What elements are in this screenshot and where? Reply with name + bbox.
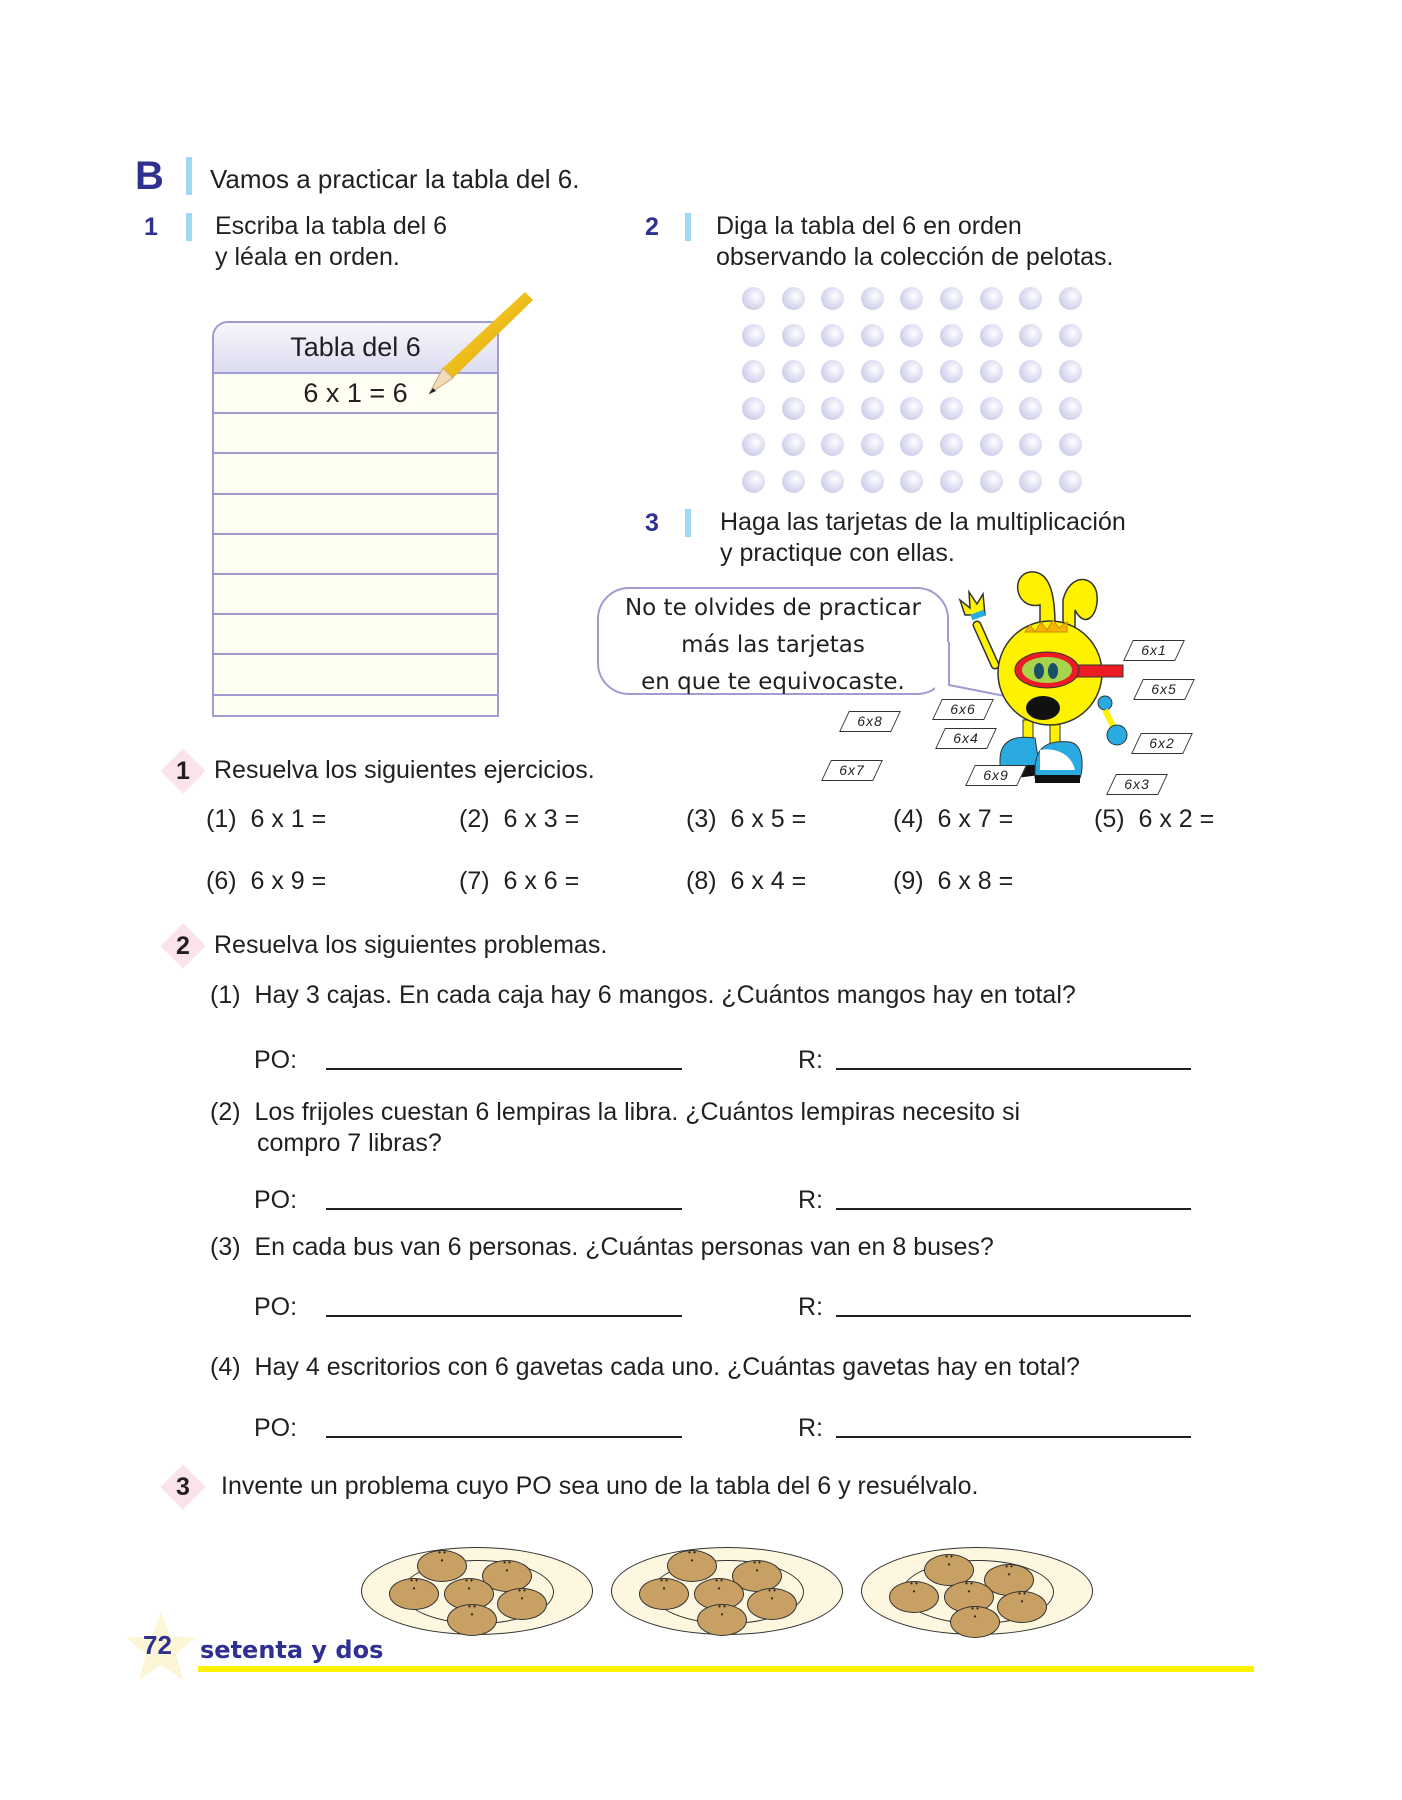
ball-icon: [861, 360, 884, 383]
ball-icon: [1059, 433, 1082, 456]
activity-2-text: [716, 211, 1114, 273]
ball-icon: [782, 324, 805, 347]
activity-3-line1: Haga las tarjetas de la multiplicación: [720, 508, 1126, 536]
r-answer-line[interactable]: [836, 1208, 1191, 1210]
flash-card: 6x8: [839, 711, 901, 732]
r-answer-line[interactable]: [836, 1436, 1191, 1438]
flash-card: 6x1: [1123, 640, 1185, 661]
table-title: Tabla del 6: [214, 323, 497, 374]
r-answer-line[interactable]: [836, 1315, 1191, 1317]
page-number: 72: [143, 1630, 172, 1660]
ball-icon: [782, 433, 805, 456]
table-row[interactable]: [214, 575, 497, 615]
problem-4: (4) Hay 4 escritorios con 6 gavetas cada uno. ¿Cuántas gavetas hay en total?: [210, 1353, 1080, 1381]
section-title: Vamos a practicar la tabla del 6.: [210, 164, 580, 194]
ball-icon: [900, 397, 923, 420]
ball-icon: [1019, 324, 1042, 347]
exercise-item: (2) 6 x 3 =: [459, 805, 580, 833]
ball-icon: [742, 470, 765, 493]
r-label: R:: [798, 1046, 823, 1074]
ball-icon: [861, 324, 884, 347]
ball-icon: [861, 433, 884, 456]
section-divider: [186, 157, 192, 195]
ball-icon: [742, 397, 765, 420]
page-number-words: setenta y dos: [200, 1636, 384, 1664]
ball-icon: [861, 287, 884, 310]
flash-card: 6x2: [1131, 733, 1193, 754]
ball-icon: [980, 433, 1003, 456]
ball-icon: [940, 324, 963, 347]
activity-3-text: [720, 507, 1126, 569]
r-answer-line[interactable]: [836, 1068, 1191, 1070]
ball-icon: [821, 360, 844, 383]
ball-icon: [940, 397, 963, 420]
ball-icon: [861, 397, 884, 420]
ball-icon: [1059, 324, 1082, 347]
po-label: PO:: [254, 1046, 298, 1074]
ball-icon: [1019, 470, 1042, 493]
ball-icon: [782, 470, 805, 493]
ball-icon: [821, 397, 844, 420]
flash-card: 6x5: [1133, 679, 1195, 700]
ball-icon: [980, 287, 1003, 310]
ball-icon: [782, 360, 805, 383]
activity-2-line1: Diga la tabla del 6 en orden: [716, 212, 1022, 240]
activity-3-divider: [685, 509, 691, 537]
exercise-2-number: 2: [176, 932, 190, 960]
pencil-icon: [415, 290, 535, 405]
activity-1-line1: Escriba la tabla del 6: [215, 212, 448, 240]
ball-icon: [742, 287, 765, 310]
activity-1-divider: [186, 213, 192, 241]
cookie-plate: [611, 1547, 843, 1635]
ball-icon: [980, 324, 1003, 347]
table-row[interactable]: [214, 495, 497, 535]
ball-icon: [742, 360, 765, 383]
ball-icon: [980, 470, 1003, 493]
activity-3-line2: y practique con ellas.: [720, 539, 955, 567]
exercise-item: (8) 6 x 4 =: [686, 867, 807, 895]
po-label: PO:: [254, 1186, 298, 1214]
r-label: R:: [798, 1186, 823, 1214]
problem-2: (2) Los frijoles cuestan 6 lempiras la libra. ¿Cuántos lempiras necesito si: [210, 1098, 1021, 1126]
activity-1-number: 1: [144, 213, 158, 241]
ball-icon: [821, 287, 844, 310]
ball-icon: [1059, 397, 1082, 420]
exercise-2-title: Resuelva los siguientes problemas.: [214, 931, 608, 959]
speech-bubble: [597, 587, 949, 695]
ball-icon: [940, 360, 963, 383]
po-answer-line[interactable]: [326, 1208, 682, 1210]
exercise-item: (9) 6 x 8 =: [893, 867, 1014, 895]
ball-icon: [742, 324, 765, 347]
section-letter: B: [135, 154, 164, 198]
ball-icon: [900, 324, 923, 347]
ball-icon: [940, 470, 963, 493]
table-row[interactable]: [214, 655, 497, 695]
ball-icon: [900, 470, 923, 493]
flash-card: 6x7: [821, 760, 883, 781]
balls-collection: [742, 287, 1082, 497]
table-row[interactable]: [214, 454, 497, 494]
ball-icon: [821, 433, 844, 456]
exercise-1-title: Resuelva los siguientes ejercicios.: [214, 756, 595, 784]
activity-2-line2: observando la colección de pelotas.: [716, 243, 1114, 271]
ball-icon: [980, 360, 1003, 383]
ball-icon: [861, 470, 884, 493]
ball-icon: [782, 287, 805, 310]
activity-1-line2: y léala en orden.: [215, 243, 400, 271]
exercise-item: (6) 6 x 9 =: [206, 867, 327, 895]
po-label: PO:: [254, 1293, 298, 1321]
exercise-item: (3) 6 x 5 =: [686, 805, 807, 833]
activity-3-number: 3: [645, 509, 659, 537]
table-row[interactable]: 6 x 1 = 6: [214, 374, 497, 414]
r-label: R:: [798, 1293, 823, 1321]
activity-2-number: 2: [645, 213, 659, 241]
ball-icon: [1059, 470, 1082, 493]
ball-icon: [1059, 360, 1082, 383]
bunny-character-icon: [955, 570, 1135, 785]
ball-icon: [900, 360, 923, 383]
table-row[interactable]: [214, 615, 497, 655]
exercise-item: (4) 6 x 7 =: [893, 805, 1014, 833]
po-answer-line[interactable]: [326, 1068, 682, 1070]
ball-icon: [1019, 397, 1042, 420]
cookie-plate: [861, 1547, 1093, 1635]
footer-accent-line: [198, 1666, 1254, 1672]
exercise-item: (5) 6 x 2 =: [1094, 805, 1215, 833]
exercise-3-title: Invente un problema cuyo PO sea uno de la tabla del 6 y resuélvalo.: [221, 1472, 979, 1500]
activity-1-text: [215, 211, 447, 273]
ball-icon: [900, 433, 923, 456]
ball-icon: [980, 397, 1003, 420]
exercise-3-number: 3: [176, 1473, 190, 1501]
bubble-line2: más las tarjetas: [681, 632, 865, 658]
ball-icon: [742, 433, 765, 456]
problem-2-line2: compro 7 libras?: [257, 1129, 442, 1157]
table-row[interactable]: [214, 696, 497, 718]
flash-card: 6x4: [935, 728, 997, 749]
activity-2-divider: [685, 213, 691, 241]
po-answer-line[interactable]: [326, 1436, 682, 1438]
flash-card: 6x9: [965, 765, 1027, 786]
bubble-line1: No te olvides de practicar: [624, 595, 922, 621]
exercise-item: (7) 6 x 6 =: [459, 867, 580, 895]
ball-icon: [1059, 287, 1082, 310]
ball-icon: [1019, 360, 1042, 383]
po-answer-line[interactable]: [326, 1315, 682, 1317]
exercise-1-number: 1: [176, 757, 190, 785]
table-row[interactable]: [214, 414, 497, 454]
ball-icon: [821, 324, 844, 347]
ball-icon: [940, 287, 963, 310]
ball-icon: [782, 397, 805, 420]
problem-1: (1) Hay 3 cajas. En cada caja hay 6 mangos. ¿Cuántos mangos hay en total?: [210, 981, 1076, 1009]
ball-icon: [821, 470, 844, 493]
exercise-item: (1) 6 x 1 =: [206, 805, 327, 833]
ball-icon: [1019, 287, 1042, 310]
ball-icon: [900, 287, 923, 310]
ball-icon: [1019, 433, 1042, 456]
bubble-line3: en que te equivocaste.: [641, 669, 905, 695]
flash-card: 6x3: [1106, 774, 1168, 795]
cookie-plate: [361, 1547, 593, 1635]
ball-icon: [940, 433, 963, 456]
flash-card: 6x6: [932, 699, 994, 720]
table-row[interactable]: [214, 535, 497, 575]
po-label: PO:: [254, 1414, 298, 1442]
r-label: R:: [798, 1414, 823, 1442]
problem-3: (3) En cada bus van 6 personas. ¿Cuántas personas van en 8 buses?: [210, 1233, 994, 1261]
